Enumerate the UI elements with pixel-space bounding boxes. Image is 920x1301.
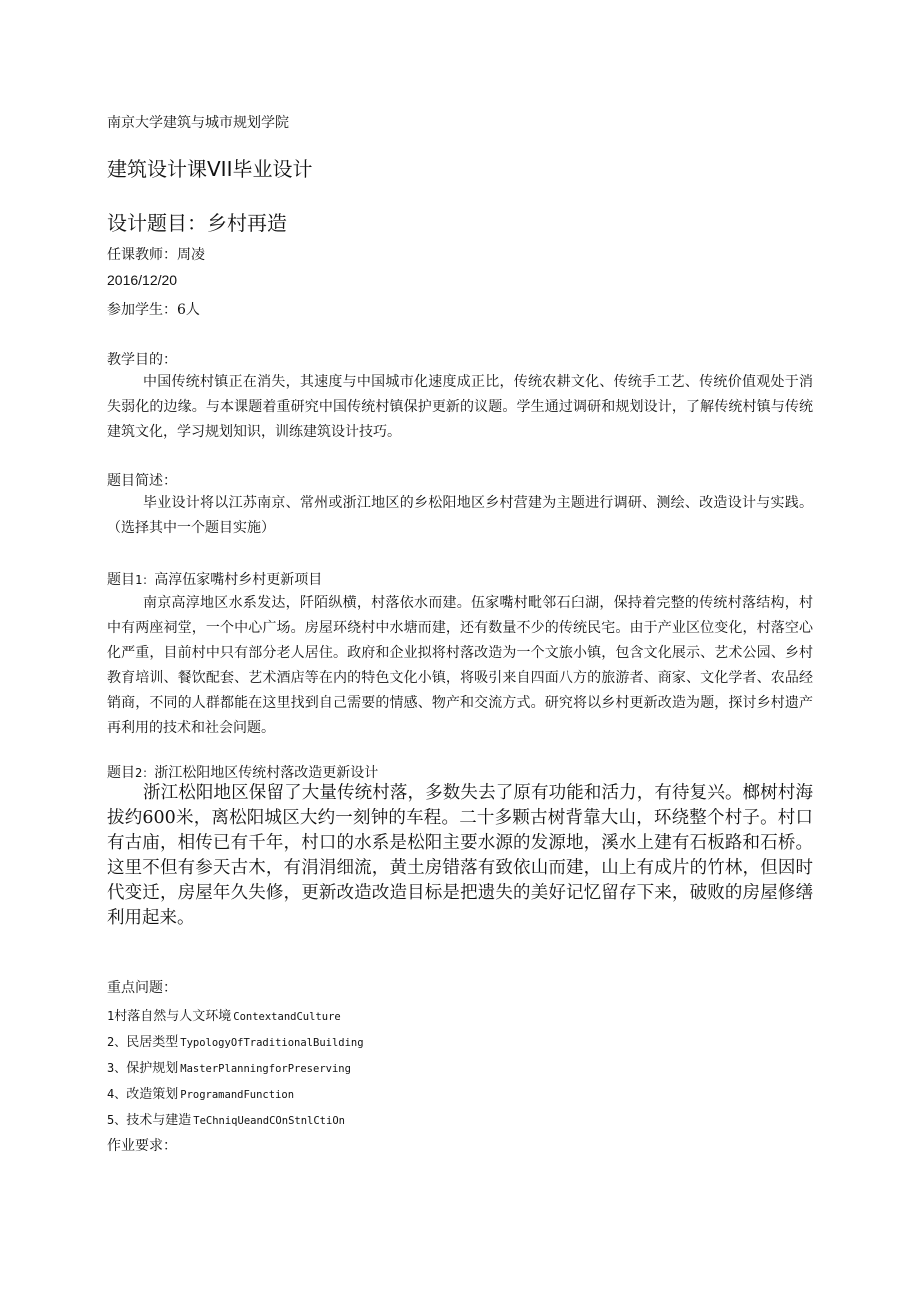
brief-heading: 题目简述： xyxy=(107,473,177,489)
teacher-line: 任课教师：周凌 xyxy=(107,247,205,263)
topic2-heading-num: 2： xyxy=(135,766,155,780)
date-line: 2016/12/20 xyxy=(107,272,178,288)
topic1-heading-title: 高淳伍家嘴村乡村更新项目 xyxy=(154,572,323,588)
topic1-text: 南京高淳地区水系发达，阡陌纵横，村落依水而建。伍家嘴村毗邻石臼湖，保持着完整的传统村落结构，村中有两座祠堂，一个中心广场。房屋环绕村中水塘而建，还有数量不少的传统民宅。由于产业区位变化，村落空心化严重，目前村中只有部分老人居住。政府和企业拟将村落改造为一个文旅小镇，包含文化展示、艺术公园、乡村教育培训、餐饮配套、艺术酒店等在内的特色文化小镇，将吸引来自四面八方的旅游者、商家、文化学者、农品经销商，不同的人群都能在这里找到自己需要的情感、物产和交流方式。研究将以乡村更新改造为题，探讨乡村遗产再利用的技术和社会问题。 xyxy=(107,595,813,736)
list-item: 4、改造策划 ProgramandFunction xyxy=(107,1087,295,1102)
brief-text: 毕业设计将以江苏南京、常州或浙江地区的乡松阳地区乡村营建为主题进行调研、测绘、改造设计与实践。（选择其中一个题目实施） xyxy=(107,495,813,536)
topic2-heading-title: 浙江松阳地区传统村落改造更新设计 xyxy=(154,765,379,781)
course-title: 建筑设计课VII毕业设计 xyxy=(107,157,313,181)
list-item: 3、保护规划 MasterPlanningforPreserving xyxy=(107,1061,351,1076)
topic2-text: 浙江松阳地区保留了大量传统村落，多数失去了原有功能和活力，有待复兴。榔树村海拔约600米，离松阳城区大约一刻钟的车程。二十多颗古树背靠大山，环绕整个村子。村口有古庙，相传已有千年，村口的水系是松阳主要水源的发源地，溪水上建有石板路和石桥。这里不但有参天古木，有涓涓细流，黄土房错落有致依山而建，山上有成片的竹林，但因时代变迁，房屋年久失修，更新改造改造目标是把遗失的美好记忆留存下来，破败的房屋修缮利用起来。 xyxy=(107,783,813,928)
school-name: 南京大学建筑与城市规划学院 xyxy=(107,115,289,131)
list-item: 2、民居类型 TypologyOfTraditionalBuilding xyxy=(107,1035,364,1050)
list-item: 5、技术与建造 TeChniqUeandCOnStnlCtiOn xyxy=(107,1113,345,1128)
topic1-heading-prefix: 题目 xyxy=(107,572,135,588)
students-line: 参加学生：6人 xyxy=(107,302,200,318)
list-item: 1村落自然与人文环境 ContextandCulture xyxy=(107,1009,341,1024)
topic1-heading xyxy=(107,569,322,589)
topic2-heading xyxy=(107,762,378,782)
key-issues-list xyxy=(107,1005,364,1135)
topic2-heading-prefix: 题目 xyxy=(107,765,135,781)
design-topic: 设计题目：乡村再造 xyxy=(107,211,287,235)
key-issues-heading: 重点问题： xyxy=(107,980,177,996)
assignment-heading: 作业要求： xyxy=(107,1138,177,1154)
topic1-heading-num: 1： xyxy=(135,573,155,587)
objective-heading: 教学目的： xyxy=(107,352,177,368)
objective-text: 中国传统村镇正在消失，其速度与中国城市化速度成正比，传统农耕文化、传统手工艺、传统价值观处于消失弱化的边缘。与本课题着重研究中国传统村镇保护更新的议题。学生通过调研和规划设计，了解传统村镇与传统建筑文化，学习规划知识，训练建筑设计技巧。 xyxy=(107,374,813,440)
